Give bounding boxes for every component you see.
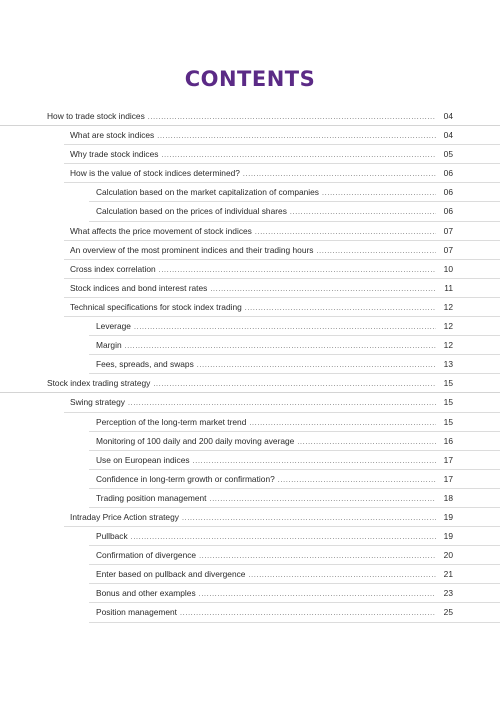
toc-entry-label: Stock indices and bond interest rates xyxy=(70,282,208,293)
dot-leader xyxy=(159,261,436,280)
toc-entry-label: Perception of the long-term market trend xyxy=(96,416,247,427)
toc-entry[interactable] xyxy=(89,565,500,584)
toc-entry-page-number: 21 xyxy=(443,569,453,580)
toc-entry-page-number: 12 xyxy=(443,340,453,351)
toc-entry-page-number: 19 xyxy=(443,531,453,542)
toc-entry-label: Cross index correlation xyxy=(70,263,156,274)
toc-entry-label: Leverage xyxy=(96,321,131,332)
toc-entry-label: Pullback xyxy=(96,531,128,542)
toc-entry-page-number: 17 xyxy=(443,454,453,465)
toc-entry-label: Monitoring of 100 daily and 200 daily moving average xyxy=(96,435,295,446)
toc-entry-label: How is the value of stock indices determined? xyxy=(70,168,240,179)
toc-entry-page-number: 07 xyxy=(443,225,453,236)
toc-entry-page-number: 05 xyxy=(443,149,453,160)
toc-entry-label: What are stock indices xyxy=(70,130,155,141)
dot-leader xyxy=(210,490,437,509)
toc-entry-label: Confidence in long-term growth or confirmation? xyxy=(96,473,275,484)
toc-entry-label: Confirmation of divergence xyxy=(96,550,197,561)
toc-entry[interactable] xyxy=(64,222,500,241)
toc-entry-label: Intraday Price Action strategy xyxy=(70,511,179,522)
toc-entry[interactable] xyxy=(89,546,500,565)
dot-leader xyxy=(199,547,436,566)
dot-leader xyxy=(255,223,436,242)
dot-leader xyxy=(182,509,436,528)
toc-entry-label: Use on European indices xyxy=(96,454,190,465)
dot-leader xyxy=(199,585,436,604)
toc-entry[interactable] xyxy=(89,336,500,355)
toc-entry-page-number: 11 xyxy=(444,282,453,293)
dot-leader xyxy=(161,146,436,165)
toc-entry-page-number: 17 xyxy=(443,473,453,484)
dot-leader xyxy=(290,203,436,222)
toc-entry[interactable] xyxy=(64,298,500,317)
toc-entry-label: Margin xyxy=(96,340,122,351)
toc-entry-label: Position management xyxy=(96,607,178,618)
dot-leader xyxy=(157,127,436,146)
toc-entry-page-number: 06 xyxy=(443,187,453,198)
toc-entry-label: Calculation based on the prices of individual shares xyxy=(96,206,287,217)
toc-entry[interactable] xyxy=(89,413,500,432)
dot-leader xyxy=(243,165,436,184)
toc-entry-label: Trading position management xyxy=(96,492,207,503)
toc-entry-page-number: 07 xyxy=(443,244,453,255)
toc-entry-label: Stock index trading strategy xyxy=(47,378,151,389)
toc-entry[interactable] xyxy=(64,279,500,298)
toc-entry[interactable] xyxy=(64,393,500,412)
toc-entry[interactable] xyxy=(0,374,500,393)
dot-leader xyxy=(153,375,436,394)
toc-entry[interactable] xyxy=(89,584,500,603)
dot-leader xyxy=(210,280,436,299)
dot-leader xyxy=(131,528,436,547)
dot-leader xyxy=(197,356,436,375)
toc-entry-page-number: 19 xyxy=(443,511,453,522)
toc-entry-page-number: 13 xyxy=(443,359,453,370)
toc-entry[interactable] xyxy=(89,183,500,202)
toc-entry[interactable] xyxy=(89,489,500,508)
toc-entry-label: Technical specifications for stock index trading xyxy=(70,301,242,312)
dot-leader xyxy=(128,394,436,413)
toc-entry-page-number: 06 xyxy=(443,168,453,179)
dot-leader xyxy=(316,242,436,261)
dot-leader xyxy=(180,604,436,623)
dot-leader xyxy=(278,471,436,490)
table-of-contents xyxy=(0,107,500,623)
toc-entry-label: Calculation based on the market capitalization of companies xyxy=(96,187,319,198)
toc-entry[interactable] xyxy=(64,508,500,527)
toc-entry[interactable] xyxy=(64,260,500,279)
toc-entry[interactable] xyxy=(89,451,500,470)
toc-entry-page-number: 12 xyxy=(443,321,453,332)
toc-entry-page-number: 20 xyxy=(443,550,453,561)
toc-entry-label: How to trade stock indices xyxy=(47,111,145,121)
toc-entry-page-number: 18 xyxy=(443,492,453,503)
dot-leader xyxy=(322,184,436,203)
toc-entry[interactable] xyxy=(64,145,500,164)
toc-entry[interactable] xyxy=(89,470,500,489)
toc-entry[interactable] xyxy=(89,527,500,546)
toc-entry-label: An overview of the most prominent indices and their trading hours xyxy=(70,244,314,255)
dot-leader xyxy=(297,433,436,452)
toc-entry[interactable] xyxy=(64,241,500,260)
toc-entry-label: Fees, spreads, and swaps xyxy=(96,359,194,370)
toc-entry-page-number: 15 xyxy=(443,416,453,427)
toc-entry-label: Bonus and other examples xyxy=(96,588,196,599)
toc-entry-page-number: 04 xyxy=(443,111,453,121)
toc-entry-page-number: 23 xyxy=(443,588,453,599)
toc-entry-page-number: 15 xyxy=(443,378,453,389)
toc-entry-page-number: 04 xyxy=(443,130,453,141)
toc-entry[interactable] xyxy=(89,355,500,374)
toc-entry-label: Swing strategy xyxy=(70,397,125,408)
dot-leader xyxy=(249,414,436,433)
toc-entry[interactable] xyxy=(89,202,500,221)
toc-entry[interactable] xyxy=(64,164,500,183)
toc-entry-page-number: 12 xyxy=(443,301,453,312)
toc-entry[interactable] xyxy=(89,317,500,336)
dot-leader xyxy=(134,318,436,337)
toc-entry-page-number: 10 xyxy=(443,263,453,274)
toc-entry-label: Enter based on pullback and divergence xyxy=(96,569,246,580)
toc-entry[interactable] xyxy=(89,603,500,622)
toc-entry[interactable] xyxy=(89,432,500,451)
toc-entry-label: What affects the price movement of stock indices xyxy=(70,225,252,236)
toc-entry-page-number: 06 xyxy=(443,206,453,217)
toc-entry[interactable] xyxy=(64,126,500,145)
toc-entry-page-number: 16 xyxy=(443,435,453,446)
dot-leader xyxy=(148,108,436,127)
toc-entry-page-number: 15 xyxy=(443,397,453,408)
page-title: CONTENTS xyxy=(184,67,316,92)
toc-entry-page-number: 25 xyxy=(443,607,453,618)
toc-entry[interactable] xyxy=(0,107,500,126)
toc-entry-label: Why trade stock indices xyxy=(70,149,159,160)
dot-leader xyxy=(193,452,436,471)
dot-leader xyxy=(125,337,436,356)
dot-leader xyxy=(248,566,436,585)
dot-leader xyxy=(245,299,436,318)
